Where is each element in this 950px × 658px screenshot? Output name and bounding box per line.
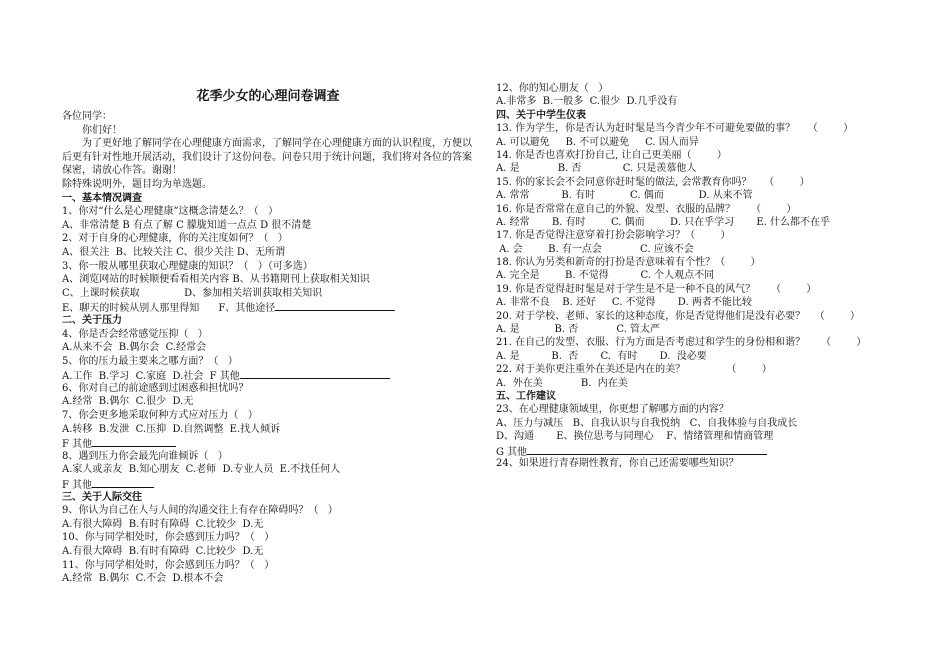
- line-text: A.工作 B.学习 C.家庭 D.社会 F 其他: [62, 371, 240, 382]
- line-text: 18. 你认为另类和新奇的打扮是否意味着有个性？（ ）: [496, 257, 761, 269]
- line-text: 12、你的知心朋友（ ）: [496, 83, 609, 94]
- line-text: A. 是 B. 否 C. 有时 D. 没必要: [496, 350, 707, 362]
- question-line: [496, 296, 896, 309]
- line-text: D、沟通 E、换位思考与同理心 F、情绪管理和情商管理: [496, 431, 774, 443]
- question-line: [496, 243, 896, 256]
- question-line: [496, 256, 896, 269]
- question-line: [62, 423, 474, 437]
- line-text: 8、遇到压力你会最先向谁倾诉（ ）: [62, 450, 228, 462]
- question-line: [62, 450, 474, 464]
- question-line: [496, 403, 896, 416]
- question-line: [62, 463, 474, 477]
- line-text: 15. 你的家长会不会同意你赶时髦的做法, 会常教育你吗？ （ ）: [496, 176, 810, 188]
- line-text: 11、你与同学相处时，你会感到压力吗？（ ）: [62, 559, 275, 571]
- answer-blank[interactable]: [240, 368, 390, 379]
- left-column: [62, 88, 474, 586]
- question-line: [496, 82, 896, 95]
- question-line: [62, 219, 474, 233]
- line-text: 23、在心理健康领域里，你更想了解哪方面的内容？: [496, 404, 729, 416]
- question-line: [62, 545, 474, 559]
- answer-blank[interactable]: [92, 436, 176, 447]
- hello: 你们好！: [82, 124, 122, 136]
- greeting: 各位同学：: [62, 111, 112, 122]
- line-text: 17. 你是否觉得注意穿着打扮会影响学习？（ ）: [496, 230, 731, 242]
- answer-blank[interactable]: [275, 300, 395, 311]
- line-text: 四、关于中学生仪表: [496, 109, 586, 121]
- question-line: [496, 176, 896, 189]
- question-line: [62, 572, 474, 586]
- line-text: A. 是 B. 否 C. 只是羡慕他人: [496, 163, 697, 175]
- line-text: C、上课时候获取 D、参加相关培训获取相关知识: [62, 287, 323, 299]
- line-text: 24、如果进行青春期性教育，你自己还需要哪些知识？: [496, 457, 739, 469]
- line-text: 二、关于压力: [62, 314, 122, 326]
- line-text: 13. 作为学生，你是否认为赶时髦是当今青少年不可避免要做的事？ （ ）: [496, 123, 854, 135]
- question-line: [62, 341, 474, 355]
- line-text: A. 会 B. 有一点会 C. 应该不会: [496, 243, 694, 255]
- question-line: [496, 283, 896, 296]
- question-line: [496, 149, 896, 162]
- line-text: 22. 对于美你更注重外在美还是内在的美？ （ ）: [496, 364, 772, 376]
- question-line: [496, 430, 896, 443]
- question-line: [62, 328, 474, 342]
- line-text: A、很关注 B、比较关注 C、很少关注 D、无所谓: [62, 246, 285, 258]
- line-text: 1、你对“什么是心理健康”这概念清楚么？（ ）: [62, 206, 279, 218]
- document-title: 花季少女的心理问卷调查: [196, 89, 340, 104]
- line-text: A.从来不会 B.偶尔会 C.经常会: [62, 342, 207, 354]
- question-line: [496, 203, 896, 216]
- line-text: A. 经常 B. 有时 C. 偶而 D. 只在乎学习 E. 什么都不在乎: [496, 216, 830, 228]
- question-line: [62, 504, 474, 518]
- line-text: 3、你一般从哪里获取心理健康的知识？（ ）（可多选）: [62, 260, 313, 272]
- question-line: [496, 95, 896, 108]
- line-text: 20. 对于学校、老师、家长的这种态度，你是否觉得他们是没有必要？ （ ）: [496, 310, 861, 322]
- question-line: [496, 350, 896, 363]
- line-text: F 其他: [62, 480, 93, 491]
- line-text: A. 完全是 B. 不觉得 C. 个人观点不同: [496, 270, 715, 282]
- line-text: 一、基本情况调查: [62, 192, 142, 204]
- line-text: A、非常清楚 B 有点了解 C 朦胧知道一点点 D 很不清楚: [62, 219, 312, 231]
- right-column: [496, 82, 896, 470]
- question-line: [496, 323, 896, 336]
- section-heading: [62, 192, 474, 206]
- line-text: A. 常常 B. 有时 C. 偶而 D. 从来不管: [496, 190, 753, 202]
- question-line: [496, 457, 896, 470]
- line-text: 19. 你是否觉得赶时髦是对于学生是不是一种不良的风气？ （ ）: [496, 283, 817, 295]
- question-line: [496, 122, 896, 135]
- answer-blank[interactable]: [92, 477, 154, 488]
- line-text: A.转移 B.发泄 C.压抑 D.自然调整 E.找人倾诉: [62, 423, 281, 435]
- question-line: [496, 444, 896, 457]
- line-text: 7、你会更多地采取何种方式应对压力（ ）: [62, 410, 258, 422]
- question-line: [62, 246, 474, 260]
- question-line: [62, 260, 474, 274]
- section-heading: [496, 109, 896, 122]
- section-heading: [496, 390, 896, 403]
- answer-blank[interactable]: [527, 444, 767, 455]
- line-text: A.经常 B.偶尔 C.不会 D.根本不会: [62, 573, 224, 585]
- line-text: A、浏览网站的时候顺便看看相关内容 B、从书籍期刊上获取相关知识: [62, 274, 370, 286]
- question-line: [62, 477, 474, 491]
- line-text: G 其他: [496, 446, 528, 457]
- left-question-list: [62, 192, 474, 586]
- line-text: F 其他: [62, 439, 93, 450]
- question-line: [496, 363, 896, 376]
- line-text: 4、你是否会经常感觉压抑（ ）: [62, 328, 208, 340]
- question-line: [62, 409, 474, 423]
- question-line: [62, 273, 474, 287]
- line-text: 16. 你是否常常在意自己的外貌、发型、衣服的品牌？ （ ）: [496, 203, 797, 215]
- line-text: 6、你对自己的前途感到过困惑和担忧吗？: [62, 382, 249, 394]
- question-line: [496, 269, 896, 282]
- line-text: 9、你认为自己在人与人间的沟通交往上有存在障碍吗？（ ）: [62, 505, 338, 517]
- question-line: [62, 531, 474, 545]
- line-text: 5、你的压力最主要来之哪方面？（ ）: [62, 355, 238, 367]
- question-line: [496, 336, 896, 349]
- question-line: [62, 559, 474, 573]
- question-line: [62, 436, 474, 450]
- question-line: [496, 162, 896, 175]
- question-line: [496, 229, 896, 242]
- line-text: A. 可以避免 B. 不可以避免 C. 因人而异: [496, 136, 699, 148]
- line-text: A. 是 B. 否 C. 管太严: [496, 324, 661, 336]
- intro-paragraph: 为了更好地了解同学在心理健康方面需求，了解同学在心理健康方面的认识程度，方便以后更有针对性地开展活动，我们设计了这份问卷。问卷只用于统计问题，我们将对各位的答案保密，请放心作答。谢谢！: [62, 138, 472, 177]
- question-line: [62, 300, 474, 314]
- line-text: A.家人或亲友 B.知心朋友 C.老师 D.专业人员 E.不找任何人: [62, 464, 341, 476]
- line-text: 14. 你是否也喜欢打扮自己, 让自己更美丽（ ）: [496, 149, 727, 161]
- line-text: A、压力与减压 B、自我认识与自我悦纳 C、自我体验与自我成长: [496, 417, 798, 429]
- line-text: A.有很大障碍 B.有时有障碍 C.比较少 D.无: [62, 546, 264, 557]
- line-text: A.有很大障碍 B.有时有障碍 C.比较少 D.无: [62, 518, 264, 530]
- question-line: [496, 136, 896, 149]
- question-line: [496, 189, 896, 202]
- line-text: 21. 在自己的发型、衣服、行为方面是否考虑过和学生的身份相和谐？ （ ）: [496, 337, 867, 349]
- question-line: [62, 355, 474, 369]
- question-line: [62, 382, 474, 396]
- question-line: [62, 205, 474, 219]
- question-line: [496, 377, 896, 390]
- question-line: [62, 287, 474, 301]
- note: 除特殊说明外，题目均为单选题。: [62, 178, 212, 190]
- question-line: [496, 417, 896, 430]
- question-line: [62, 518, 474, 532]
- line-text: E、聊天的时候从别人那里得知 F、其他途径: [62, 303, 276, 314]
- section-heading: [62, 491, 474, 505]
- right-question-list: [496, 82, 896, 470]
- section-heading: [62, 314, 474, 328]
- line-text: A. 外在美 B. 内在美: [496, 377, 628, 389]
- line-text: A. 非常不良 B. 还好 C. 不觉得 D. 两者不能比较: [496, 297, 752, 309]
- question-line: [62, 232, 474, 246]
- line-text: A.非常多 B.一般多 C.很少 D.几乎没有: [496, 96, 678, 108]
- question-line: [62, 395, 474, 409]
- question-line: [496, 310, 896, 323]
- line-text: 2、对于自身的心理健康，你的关注度如何？（ ）: [62, 233, 288, 245]
- question-line: [62, 368, 474, 382]
- line-text: 10、你与同学相处时，你会感到压力吗？（ ）: [62, 532, 275, 544]
- line-text: 五、工作建议: [496, 390, 556, 402]
- question-line: [496, 216, 896, 229]
- line-text: 三、关于人际交往: [62, 491, 142, 503]
- line-text: A.经常 B.偶尔 C.很少 D.无: [62, 396, 194, 408]
